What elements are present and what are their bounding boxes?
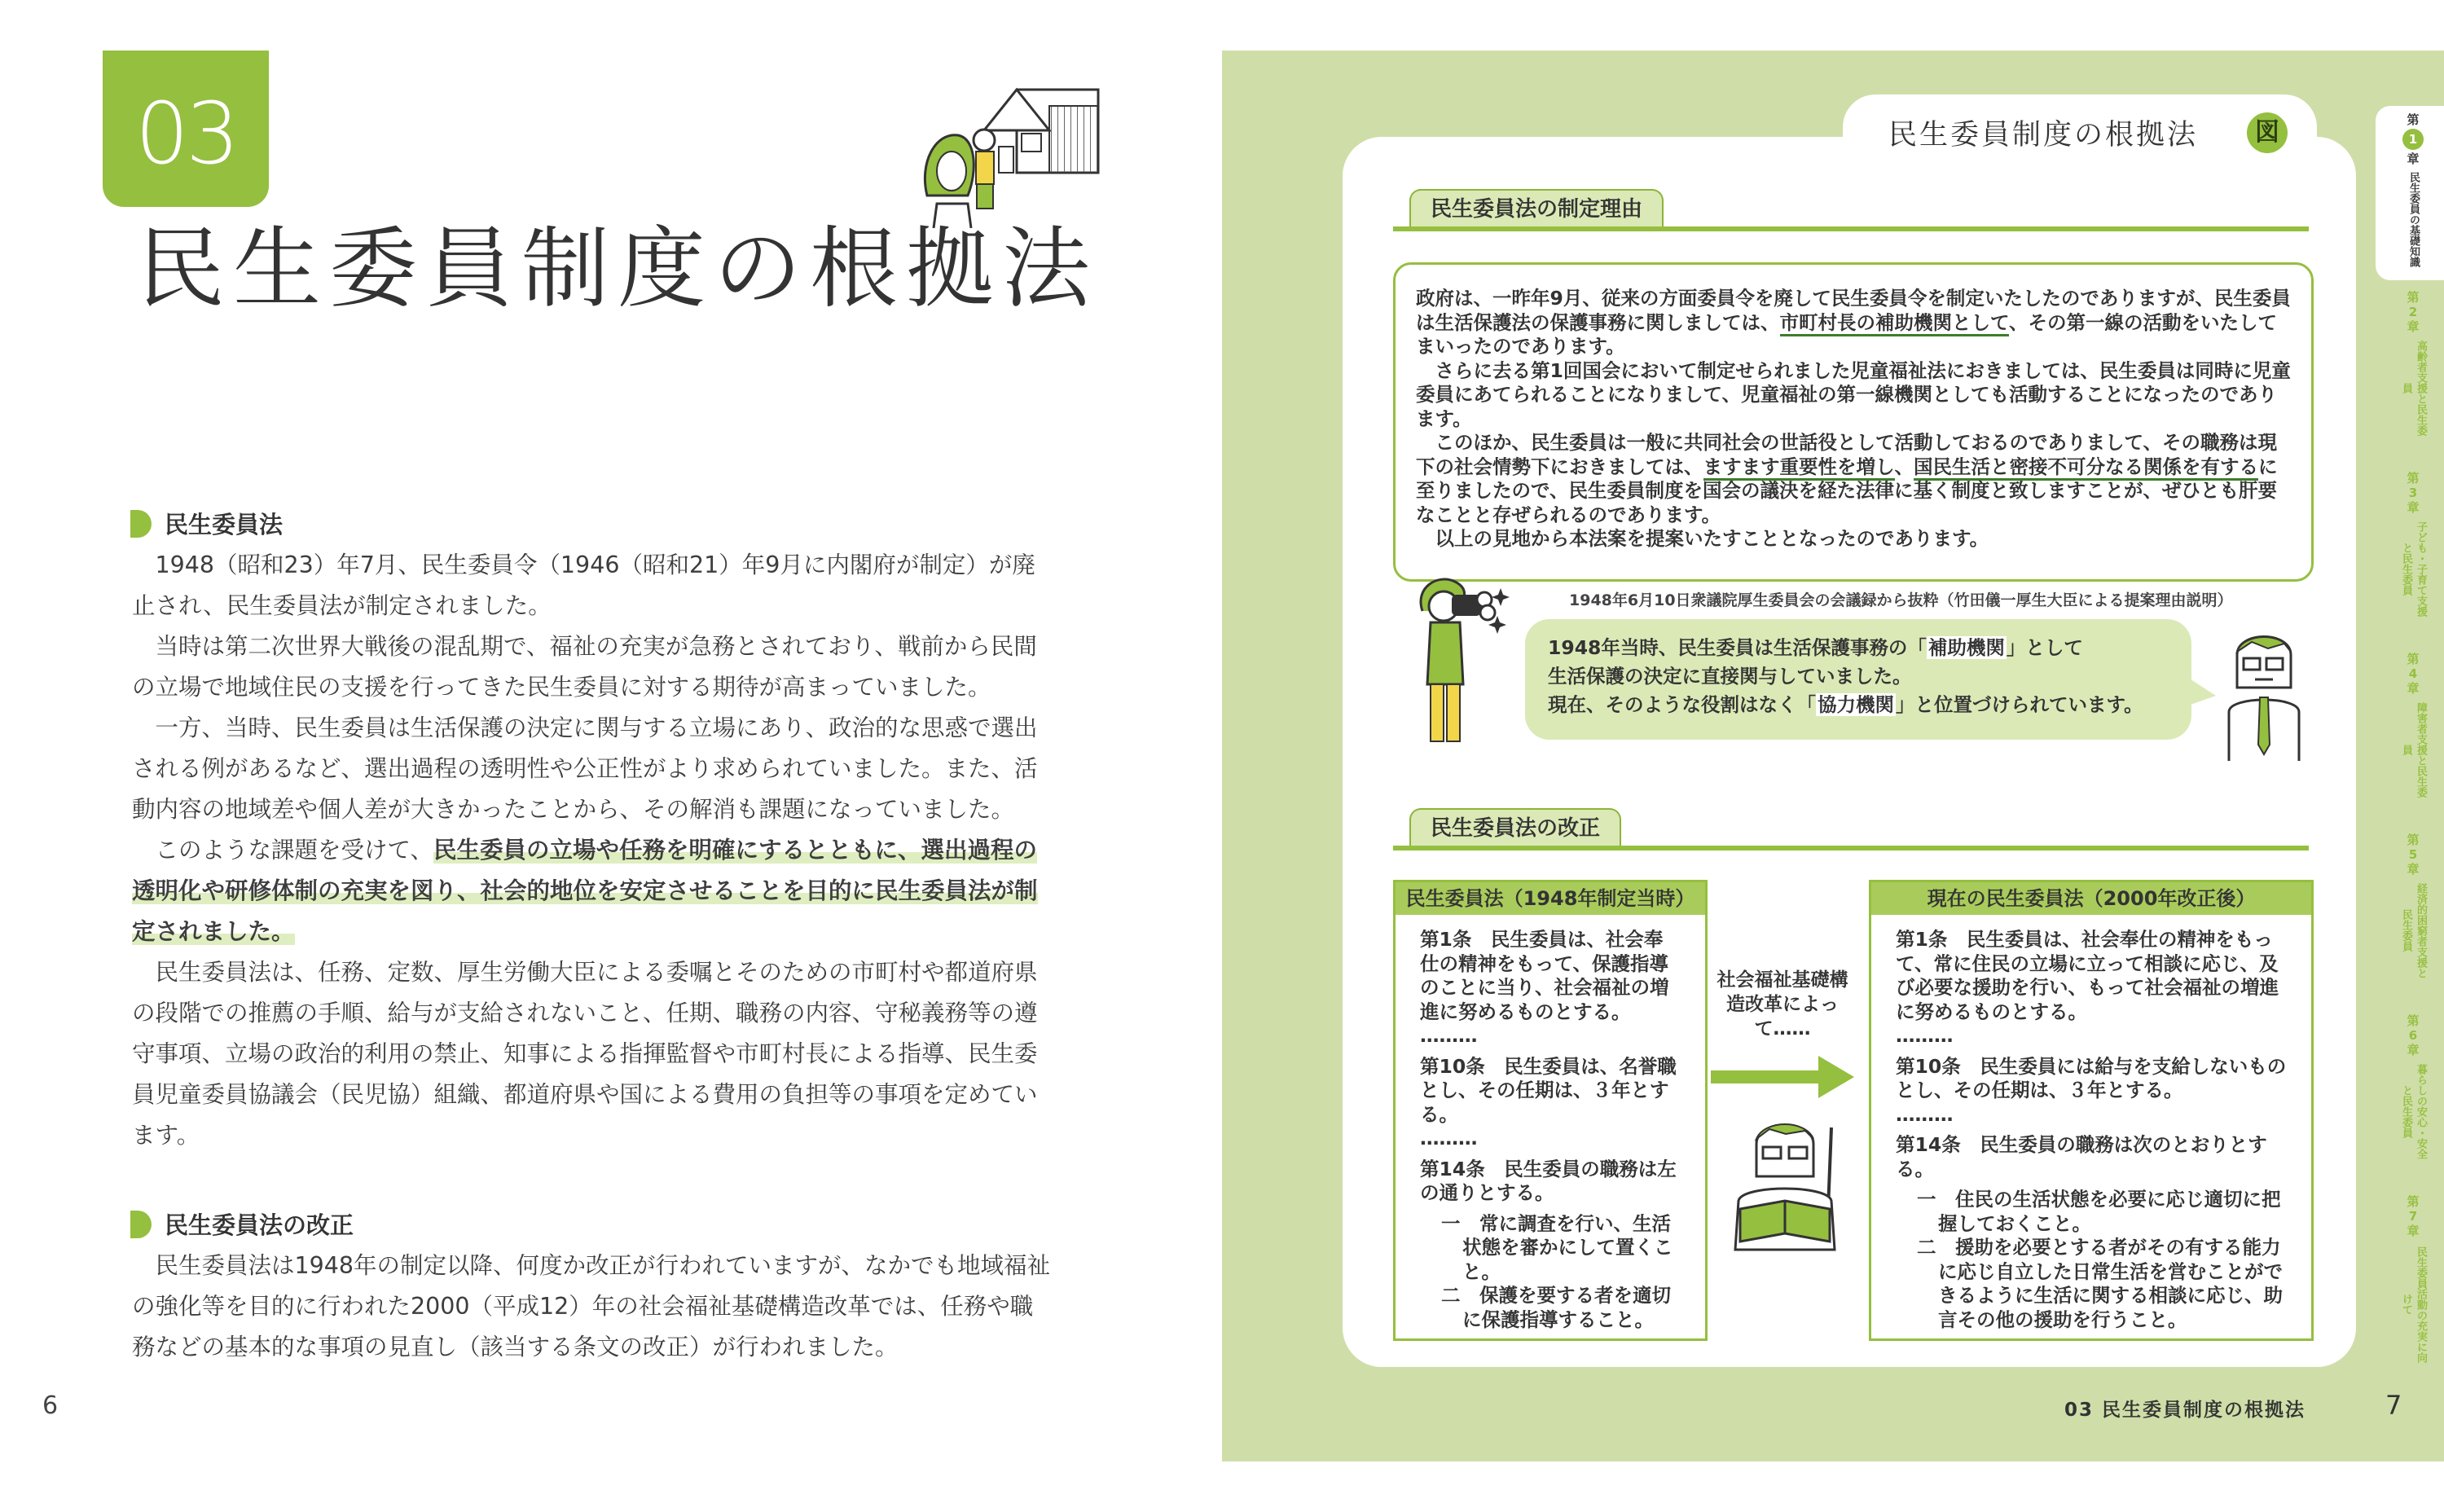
chapter-tab-4[interactable] [2397,652,2429,798]
quote-paragraph: さらに去る第1回国会において制定せられました児童福祉法におきましては、民生委員は同時に児童委員にあてられることになりまして、児童福祉の第一線機関としても活動することになったのであります。 [1416,358,2291,430]
quote-paragraph [1416,431,2296,527]
chapter-suffix: 章 [2407,681,2420,696]
chapter-suffix: 章 [2407,152,2420,166]
house-illustration [895,81,1106,228]
revision-label-text: 民生委員法の改正 [1409,808,1621,847]
reform-label: 社会福祉基礎構造改革によって…… [1717,969,1848,1040]
revision-section-label [1393,808,1621,847]
section-heading-text: 民生委員法 [165,511,284,538]
man-with-glasses-icon [2219,622,2309,761]
chapter-prefix: 第 [2407,652,2420,666]
chapter-tab-3[interactable] [2397,471,2429,618]
paragraph: 1948（昭和23）年7月、民生委員令（1946（昭和21）年9月に内閣府が制定）が廃止され、民生委員法が制定されました。 [132,552,1035,619]
quote-fragment: に至りましたので、民生委員制度を国会の議決を経た法律に基く制度と致しますことが、ぜひとも肝要なことと存ぜられるのであります。 [1416,455,2278,526]
quote-fragment: 、 [1894,455,1914,478]
quote-paragraph [1416,287,2296,359]
chapter-prefix: 第 [2407,471,2420,486]
chapter-number: 6 [2408,1028,2418,1043]
article-item: 二 保護を要する者を適切に保護指導すること。 [1441,1284,1671,1331]
section-heading [130,1207,1053,1241]
chapter-tab-5[interactable] [2397,833,2429,979]
paragraph: 民生委員法は、任務、定数、厚生労働大臣による委嘱とそのための市町村や都道府県の段階での推薦の手順、給与が支給されないこと、任期、職務の内容、守秘義務等の遵守事項、立場の政治的利用の禁止、知事による指揮監督や市町村長による指導、民生委員児童委員協議会（民児協）組織、都道府県や国による費用の負担等の事項を定めています。 [132,959,1038,1149]
section-heading [130,507,1053,540]
chapter-prefix: 第 [2407,290,2420,305]
article-item: 一 常に調査を行い、生活状態を審かにして置くこと。 [1441,1211,1673,1283]
chapter-label: 高齢者支援と民生委員 [2400,340,2427,436]
underlined-text: 市町村長の補助機関として [1780,311,2010,336]
chapter-label: 民生委員活動の充実に向けて [2400,1246,2427,1363]
quote-fragment: 、その第一線の活動をいたしてまいったのであります。 [1416,310,2278,358]
arrow-right-icon [1711,1053,1857,1101]
article-item: 一 住民の生活状態を必要に応じ適切に把握しておくこと。 [1917,1188,2281,1235]
speech-fragment: 」と位置づけられています。 [1896,693,2143,716]
underlined-text: ますます重要性を増し [1703,455,1895,481]
chapter-number-badge: 1 [2402,129,2424,150]
speech-fragment: 」として [2006,636,2083,659]
heading-marker [130,1211,152,1238]
quote-fragment: このほか、民生委員は一般に共同社会の世話役として活動しておるのでありまして、その職務は現下の社会情勢下におきましては、 [1416,431,2278,478]
quote-paragraph: 以上の見地から本法案を提案いたすこととなったのであります。 [1435,527,1989,550]
speech-line [1548,634,2183,662]
section-body [132,545,1053,1156]
section-body [132,1246,1053,1368]
ellipsis: ……… [1896,1102,1954,1126]
section-number: 03 [134,84,237,183]
quote-fragment: 政府は、一昨年9月、従来の方面委員令を廃して民生委員令を制定いたしたのでありますが、民生委員は生活保護法の保護事務に関しましては、 [1416,287,2291,334]
article: 第1条 民生委員は、社会奉仕の精神をもって、常に住民の立場に立って相談に応じ、及び必要な援助を行い、もって社会福祉の増進に努めるものとする。 [1896,928,2279,1023]
old-law-header: 民生委員法（1948年制定当時） [1396,882,1705,915]
article: 第10条 民生委員は、名誉職とし、その任期は、３年とする。 [1420,1054,1677,1126]
figure-badge: 図 [2247,112,2288,153]
highlighted-text: 民生委員の立場や任務を明確にするとともに、選出過程の透明化や研修体制の充実を図り、社会的地位を安定させることを目的に民生委員法が制定されました。 [132,837,1038,945]
chapter-suffix: 章 [2407,500,2420,515]
ellipsis: ……… [1420,1024,1478,1047]
speech-bubble-tail [2188,678,2221,710]
chapter-tab-1[interactable] [2397,112,2429,267]
chapter-suffix: 章 [2407,1224,2420,1238]
chapter-tab-6[interactable] [2397,1013,2429,1160]
chapter-tab-2[interactable] [2397,290,2429,437]
chapter-number: 3 [2408,486,2418,500]
quote-text [1416,287,2296,552]
chapter-suffix: 章 [2407,319,2420,334]
heading-marker [130,510,152,538]
figure-title: 民生委員制度の根拠法 [1888,119,2199,152]
chapter-number: 4 [2408,666,2418,681]
chapter-suffix: 章 [2407,862,2420,877]
binoculars-person-icon [1406,570,1536,758]
chapter-label: 暮らしの安心・安全と民生委員 [2400,1063,2427,1159]
chapter-number: 2 [2408,305,2418,319]
section-heading-text: 民生委員法の改正 [165,1211,354,1239]
section-1 [130,507,1053,1156]
section-rule [1393,846,2309,850]
reading-man-icon [1724,1111,1846,1258]
speech-line: 生活保護の決定に直接関与していました。 [1548,665,1912,688]
child-icon [974,130,995,209]
reason-section-label [1393,189,1664,228]
ellipsis: ……… [1420,1127,1478,1149]
section-rule [1393,226,2309,231]
chapter-label: 子ども・子育て支援と民生委員 [2400,521,2427,617]
speech-line [1548,691,2183,719]
chapter-prefix: 第 [2407,833,2420,847]
footer-title: 03 民生委員制度の根拠法 [2064,1400,2306,1421]
section-2 [130,1207,1053,1368]
new-law-text [1871,915,2311,1332]
article: 第1条 民生委員は、社会奉仕の精神をもって、保護指導のことに当り、社会福祉の増進に努めるものとする。 [1420,928,1669,1023]
old-law-box [1393,880,1708,1341]
paragraph: 一方、当時、民生委員は生活保護の決定に関与する立場にあり、政治的な思惑で選出される例があるなど、選出過程の透明性や公正性がより求められていました。また、活動内容の地域差や個人差が大きかったことから、その解消も課題になっていました。 [132,714,1038,823]
chapter-number: 7 [2408,1209,2418,1224]
page-number-left: 6 [42,1391,59,1420]
paragraph-lead: このような課題を受けて、 [155,837,433,864]
emphasis-text: 協力機関 [1818,693,1894,716]
article: 第14条 民生委員の職務は左の通りとする。 [1420,1157,1677,1204]
chapter-tab-7[interactable] [2397,1194,2429,1365]
woman-icon [925,135,974,228]
chapter-prefix: 第 [2407,112,2420,127]
emphasis-text: 補助機関 [1928,636,2005,659]
chapter-prefix: 第 [2407,1194,2420,1209]
speech-text [1548,634,2183,719]
source-note: 1948年6月10日衆議院厚生委員会の会議録から抜粋（竹田儀一厚生大臣による提案理由説明） [1569,591,2233,609]
speech-fragment: 現在、そのような役割はなく「 [1548,693,1816,716]
page-title: 民生委員制度の根拠法 [137,218,1099,320]
speech-fragment: 1948年当時、民生委員は生活保護事務の「 [1548,636,1927,659]
chapter-label: 民生委員の基礎知識 [2407,171,2420,267]
article: 第10条 民生委員には給与を支給しないものとし、その任期は、３年とする。 [1896,1054,2287,1101]
chapter-prefix: 第 [2407,1013,2420,1028]
chapter-number: 5 [2408,847,2418,862]
reason-label-text: 民生委員法の制定理由 [1409,189,1664,228]
underlined-text: 国民生活と密接不可分なる関係を有する [1914,455,2258,481]
new-law-header: 現在の民生委員法（2000年改正後） [1871,882,2311,915]
chapter-label: 障害者支援と民生委員 [2400,701,2427,798]
old-law-text [1396,915,1705,1332]
chapter-suffix: 章 [2407,1043,2420,1057]
paragraph: 当時は第二次世界大戦後の混乱期で、福祉の充実が急務とされており、戦前から民間の立場で地域住民の支援を行ってきた民生委員に対する期待が高まっていました。 [132,633,1037,701]
article-item: 二 援助を必要とする者がその有する能力に応じ自立した日常生活を営むことができるように生活に関する相談に応じ、助言その他の援助を行うこと。 [1917,1236,2283,1331]
article: 第14条 民生委員の職務は次のとおりとする。 [1896,1133,2267,1180]
paragraph: 民生委員法は1948年の制定以降、何度か改正が行われていますが、なかでも地域福祉の強化等を目的に行われた2000（平成12）年の社会福祉基礎構造改革では、任務や職務などの基本的な事項の見直し（該当する条文の改正）が行われました。 [132,1252,1051,1360]
new-law-box [1869,880,2314,1341]
chapter-label: 経済的困窮者支援と民生委員 [2400,882,2427,978]
ellipsis: ……… [1896,1024,1954,1047]
paragraph-highlighted [132,830,1053,952]
page-number-right: 7 [2385,1390,2402,1421]
